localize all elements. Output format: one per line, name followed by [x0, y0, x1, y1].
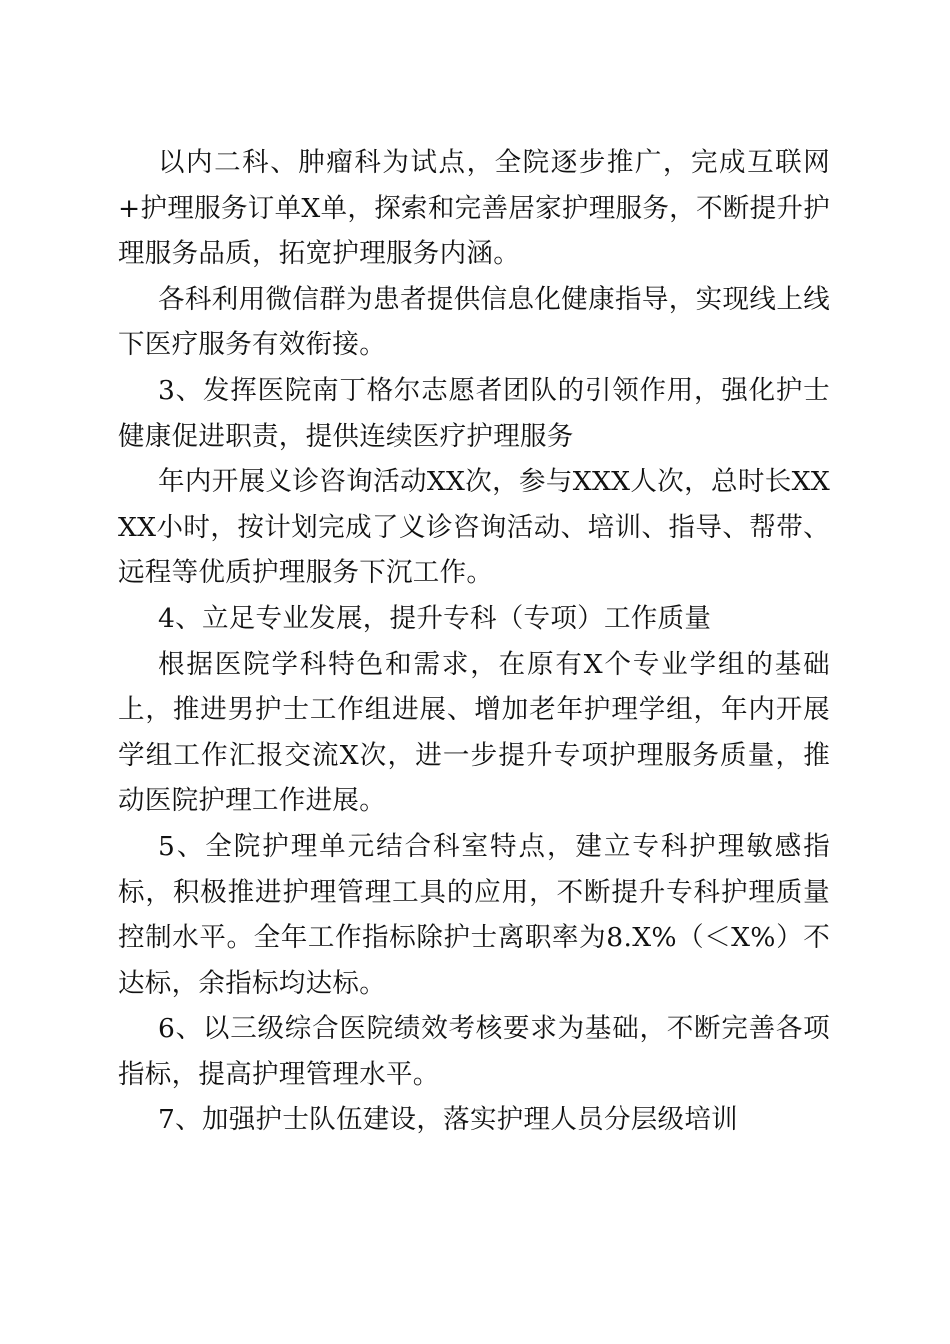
paragraph-performance-assessment: 6、以三级综合医院绩效考核要求为基础，不断完善各项指标，提高护理管理水平。: [118, 1013, 830, 1090]
paragraph-sensitive-indicators: 5、全院护理单元结合科室特点，建立专科护理敏感指标，积极推进护理管理工具的应用，不断提升专科护理质量控制水平。全年工作指标除护士离职率为8.X%（＜X%）不达标，余指标均达标。: [118, 830, 830, 999]
paragraph-specialty-groups: 根据医院学科特色和需求，在原有X个专业学组的基础上，推进男护士工作组进展、增加老年护理学组，年内开展学组工作汇报交流X次，进一步提升专项护理服务质量，推动医院护理工作进展。: [118, 648, 830, 817]
heading-specialty-quality: 4、立足专业发展，提升专科（专项）工作质量: [158, 602, 712, 634]
heading-volunteer-team: 3、发挥医院南丁格尔志愿者团队的引领作用，强化护士健康促进职责，提供连续医疗护理服务: [118, 374, 830, 452]
paragraph-internet-nursing: 以内二科、肿瘤科为试点，全院逐步推广，完成互联网+护理服务订单X单，探索和完善居家护理服务，不断提升护理服务品质，拓宽护理服务内涵。: [118, 147, 830, 270]
paragraph-clinic-activities: 年内开展义诊咨询活动XX次，参与XXX人次，总时长XXXX小时，按计划完成了义诊咨询活动、培训、指导、帮带、远程等优质护理服务下沉工作。: [118, 466, 830, 589]
heading-team-building: 7、加强护士队伍建设，落实护理人员分层级培训: [158, 1104, 738, 1136]
paragraph-wechat-guidance: 各科利用微信群为患者提供信息化健康指导，实现线上线下医疗服务有效衔接。: [118, 283, 830, 361]
document-body: [118, 140, 830, 1143]
